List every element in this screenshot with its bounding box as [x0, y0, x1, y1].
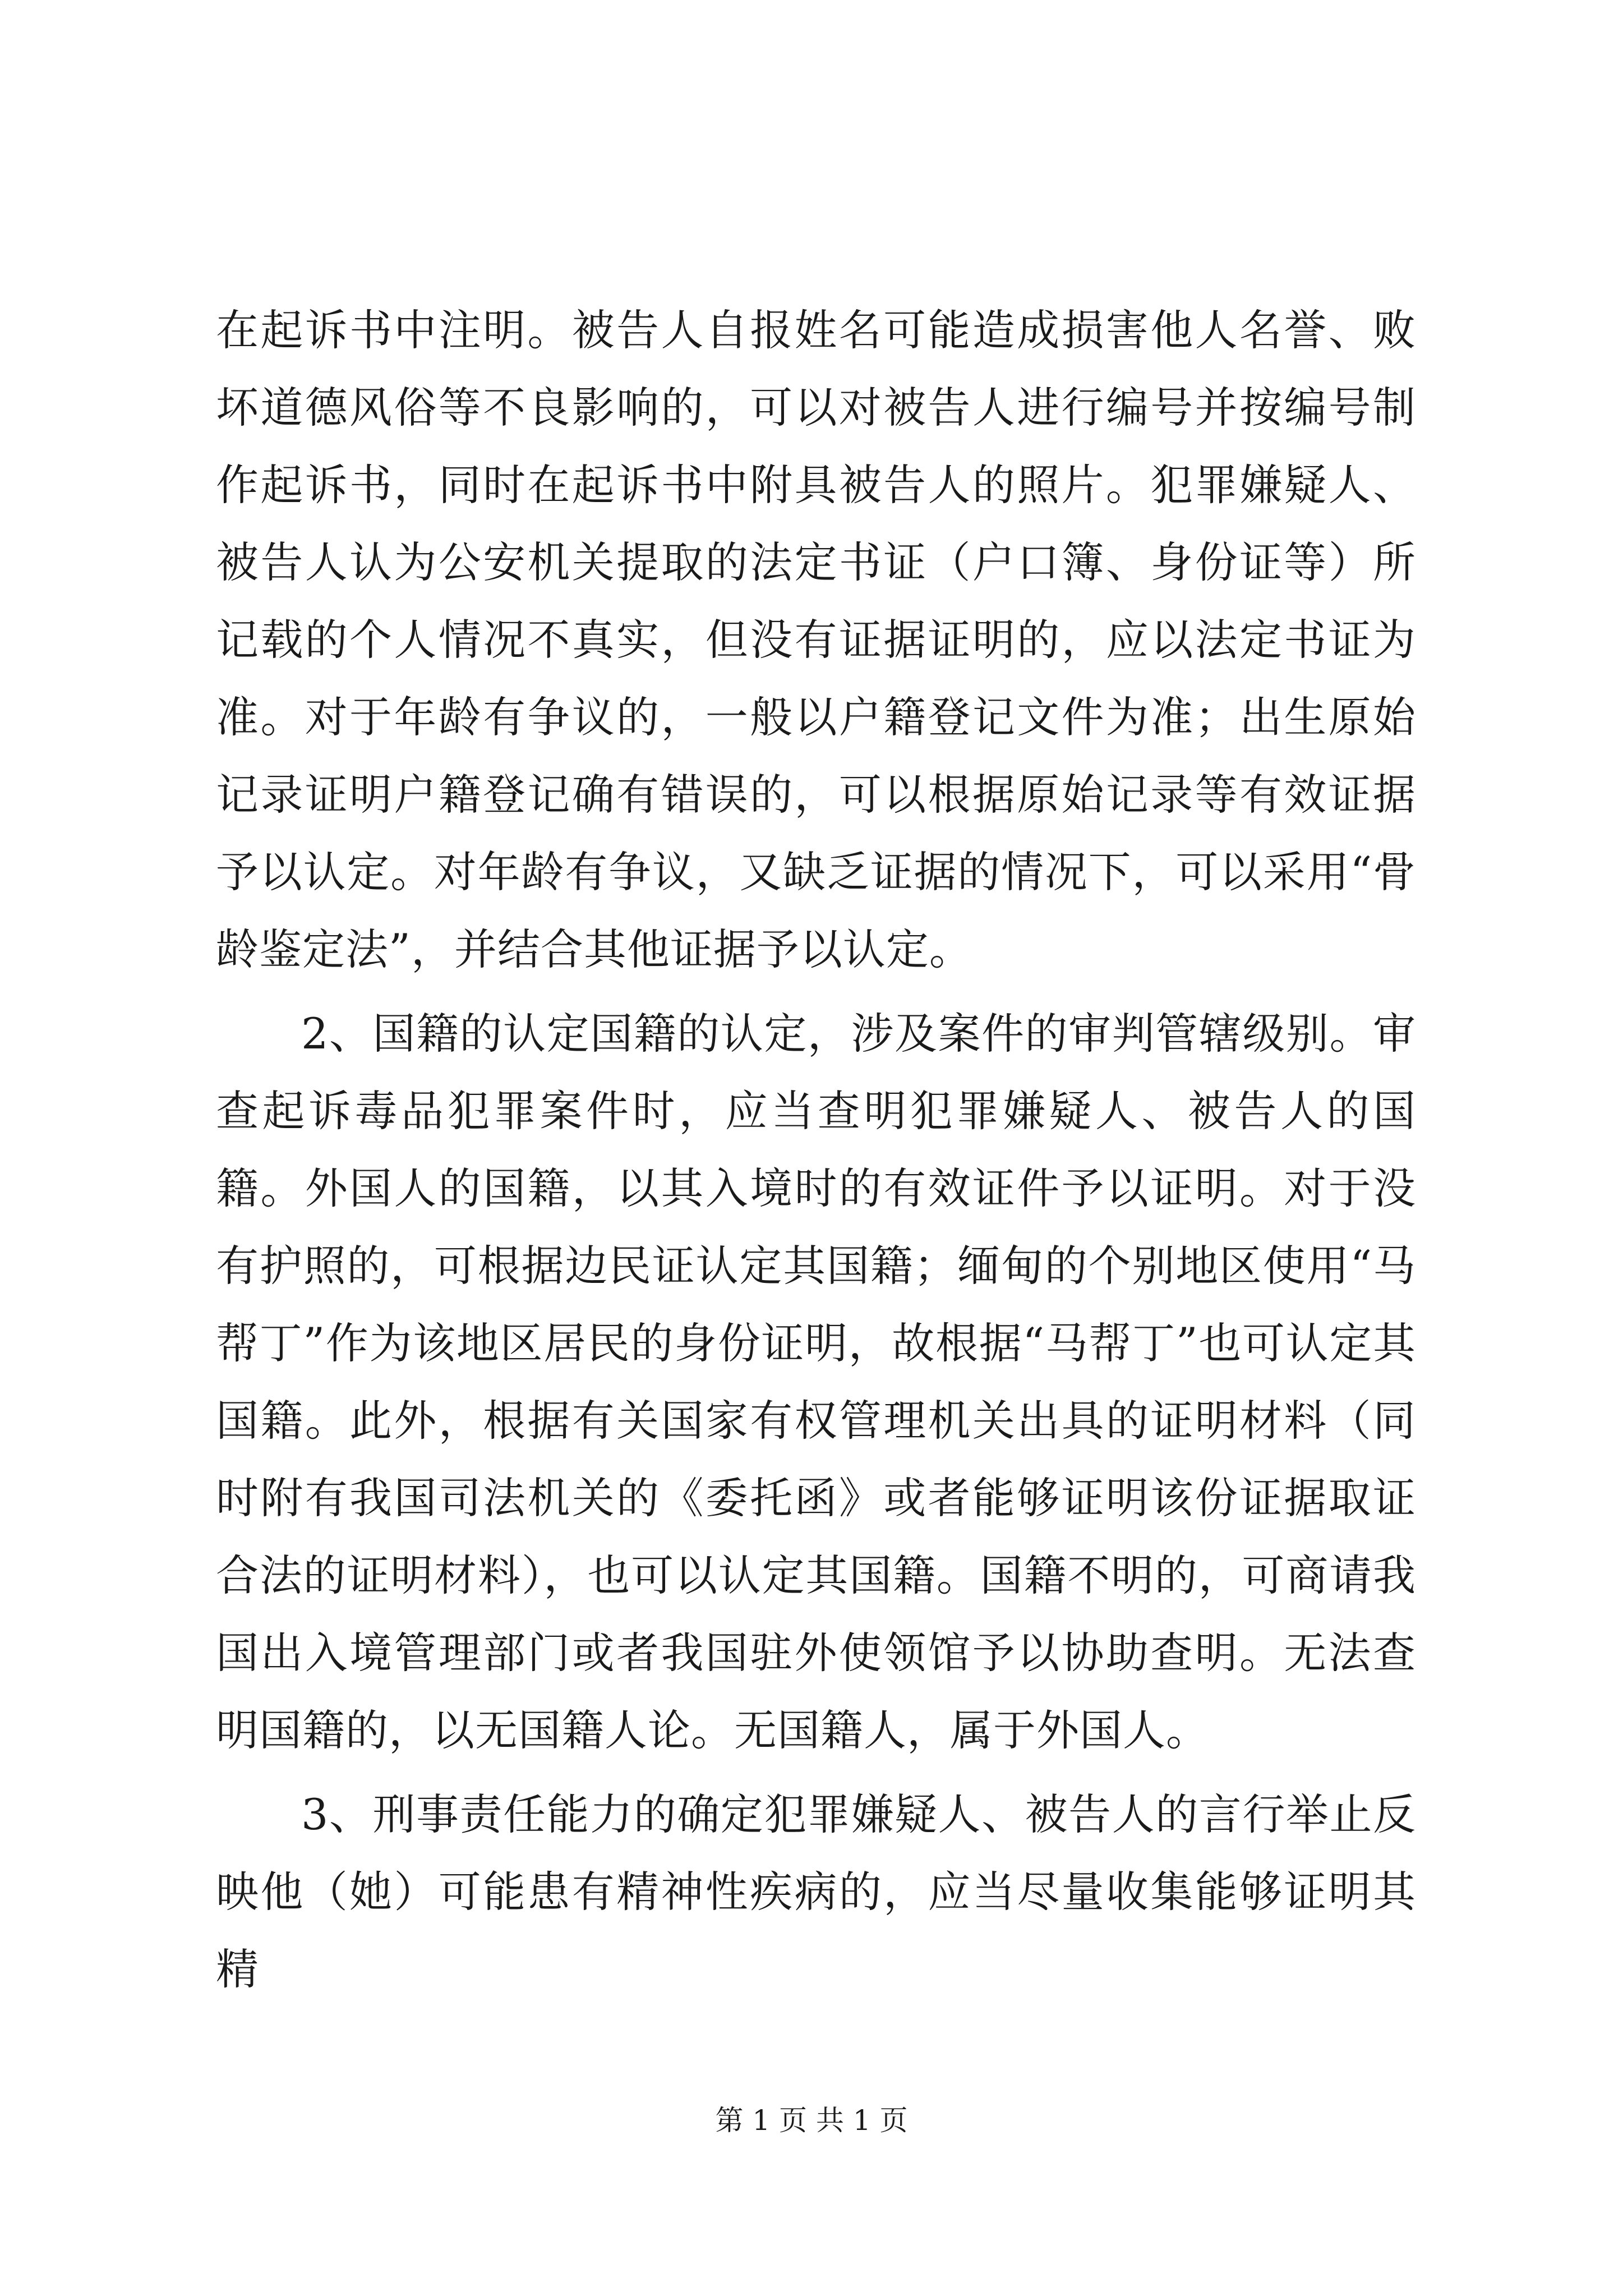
paragraph-nationality: 2、国籍的认定国籍的认定，涉及案件的审判管辖级别。审查起诉毒品犯罪案件时，应当查明犯罪嫌疑人、被告人的国籍。外国人的国籍，以其入境时的有效证件予以证明。对于没有护照的，可根据边民证认定其国籍；缅甸的个别地区使用“马帮丁”作为该地区居民的身份证明，故根据“马帮丁”也可认定其国籍。此外，根据有关国家有权管理机关出具的证明材料（同时附有我国司法机关的《委托函》或者能够证明该份证据取证合法的证明材料），也可以认定其国籍。国籍不明的，可商请我国出入境管理部门或者我国驻外使领馆予以协助查明。无法查明国籍的，以无国籍人论。无国籍人，属于外国人。	[216, 1009, 1416, 1755]
paragraph-continuation: 在起诉书中注明。被告人自报姓名可能造成损害他人名誉、败坏道德风俗等不良影响的，可以对被告人进行编号并按编号制作起诉书，同时在起诉书中附具被告人的照片。犯罪嫌疑人、被告人认为公安机关提取的法定书证（户口簿、身份证等）所记载的个人情况不真实，但没有证据证明的，应以法定书证为准。对于年龄有争议的，一般以户籍登记文件为准；出生原始记录证明户籍登记确有错误的，可以根据原始记录等有效证据予以认定。对年龄有争议，又缺乏证据的情况下，可以采用“骨龄鉴定法”，并结合其他证据予以认定。	[216, 305, 1416, 974]
document-body	[216, 292, 1416, 2008]
paragraph-criminal-responsibility: 3、刑事责任能力的确定犯罪嫌疑人、被告人的言行举止反映他（她）可能患有精神性疾病的，应当尽量收集能够证明其精	[216, 1789, 1416, 1994]
page-footer: 第 1 页 共 1 页	[715, 2104, 908, 2137]
